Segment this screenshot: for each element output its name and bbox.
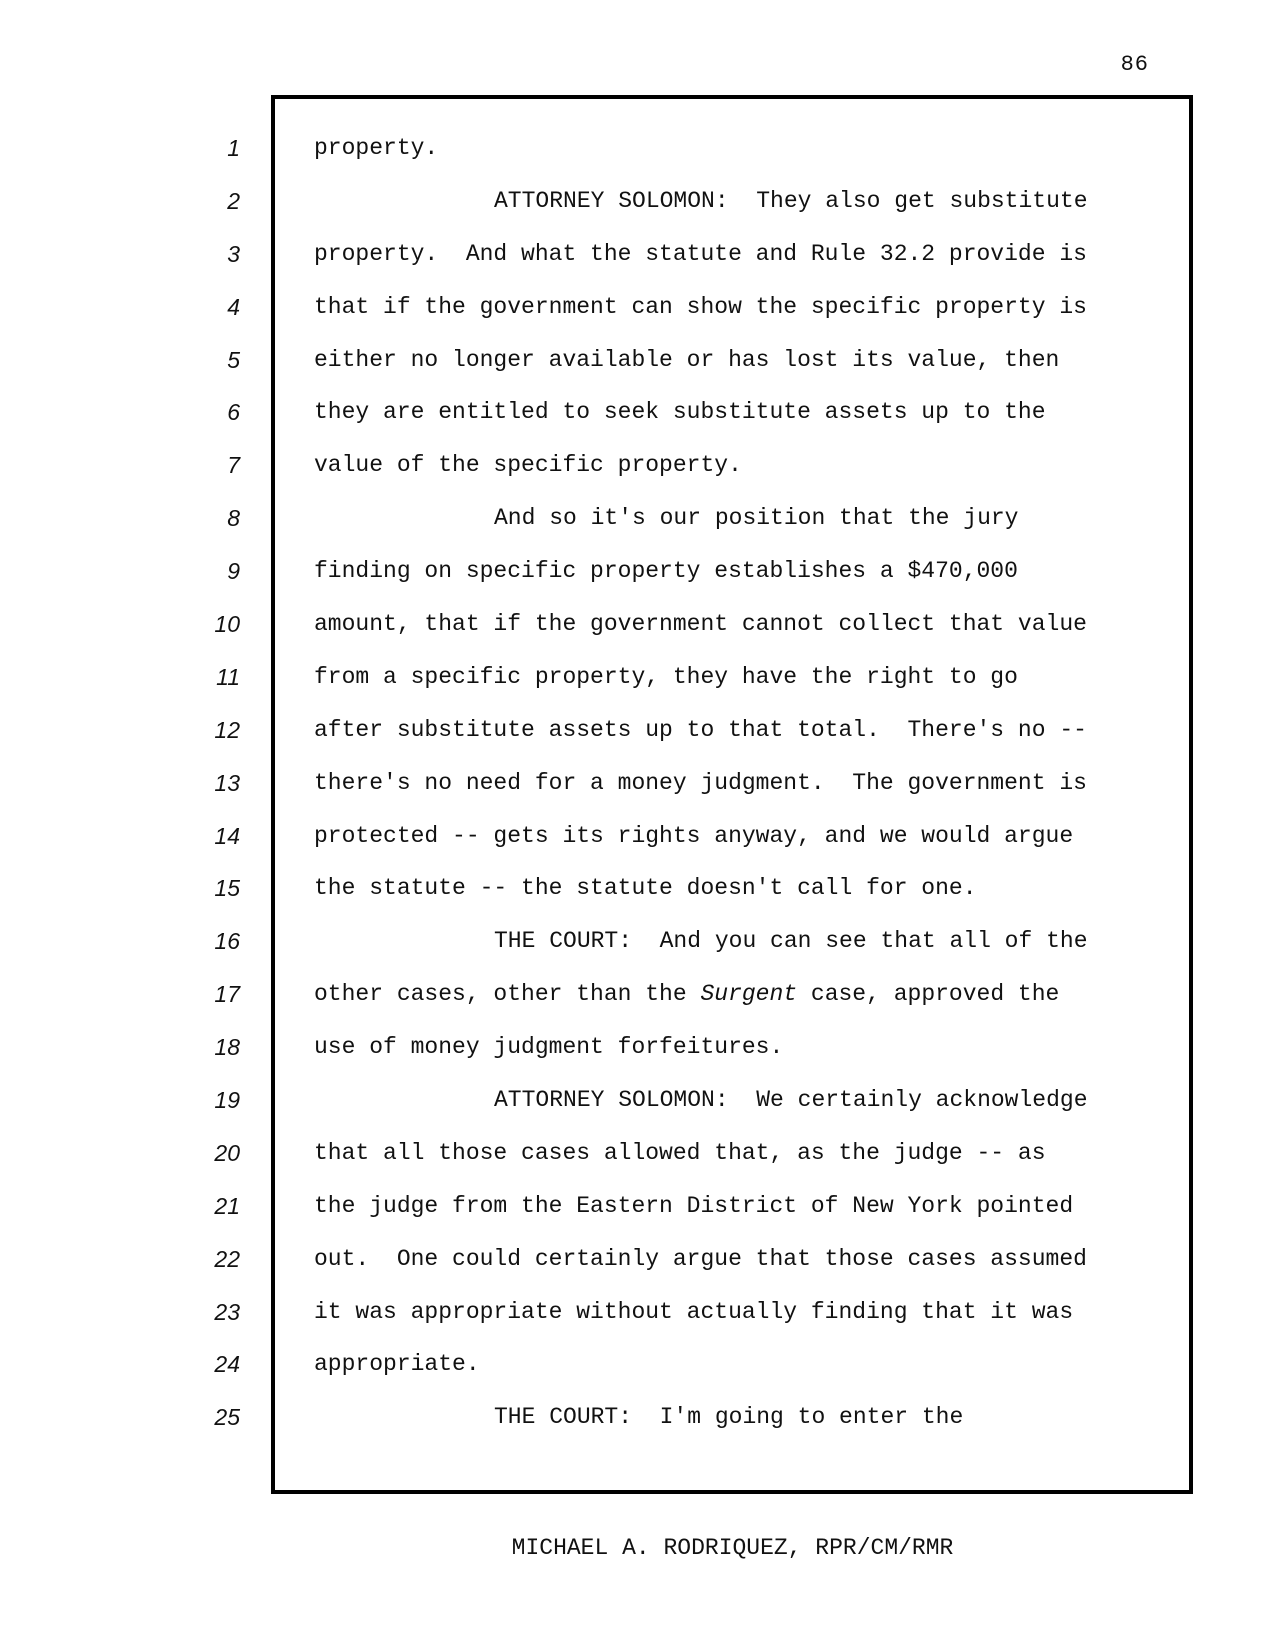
- transcript-line: either no longer available or has lost its value, then: [314, 346, 1060, 373]
- line-number: 20: [214, 1139, 240, 1166]
- line-number: 17: [214, 981, 240, 1008]
- transcript-line: THE COURT: And you can see that all of the: [494, 928, 1088, 955]
- transcript-line: property. And what the statute and Rule 32.2 provide is: [314, 240, 1087, 267]
- line-number: 11: [216, 663, 240, 690]
- case-name: Surgent: [700, 981, 798, 1008]
- line-number: 8: [227, 505, 240, 532]
- line-number: 22: [214, 1245, 240, 1272]
- transcript-line: finding on specific property establishes a $470,000: [314, 558, 1018, 585]
- transcript-line: it was appropriate without actually finding that it was: [314, 1298, 1074, 1325]
- transcript-line: property.: [314, 135, 439, 161]
- line-number: 3: [227, 240, 240, 267]
- transcript-line: ATTORNEY SOLOMON: We certainly acknowledge: [494, 1087, 1088, 1114]
- transcript-line: use of money judgment forfeitures.: [314, 1034, 784, 1061]
- transcript-line: from a specific property, they have the right to go: [314, 663, 1018, 690]
- transcript-line: that all those cases allowed that, as the judge -- as: [314, 1139, 1046, 1166]
- line-number: 15: [214, 875, 240, 902]
- line-number: 18: [214, 1034, 240, 1061]
- transcript-line: protected -- gets its rights anyway, and we would argue: [314, 822, 1074, 849]
- transcript-line: there's no need for a money judgment. The government is: [314, 769, 1087, 796]
- line-number: 4: [227, 293, 240, 320]
- line-number: 24: [214, 1351, 240, 1378]
- transcript-line: ATTORNEY SOLOMON: They also get substitute: [494, 187, 1088, 214]
- transcript-line: that if the government can show the specific property is: [314, 293, 1087, 320]
- transcript-line: appropriate.: [314, 1351, 480, 1378]
- page-number: 86: [1120, 52, 1149, 77]
- transcript-line-text: other cases, other than the: [314, 981, 701, 1008]
- line-number: 1: [227, 135, 240, 161]
- transcript-line: the judge from the Eastern District of New York pointed: [314, 1192, 1074, 1219]
- transcript-line: after substitute assets up to that total. There's no --: [314, 716, 1087, 743]
- line-number: 14: [214, 822, 240, 849]
- line-number: 9: [227, 558, 240, 585]
- line-number: 12: [214, 716, 240, 743]
- line-number: 13: [214, 769, 240, 796]
- transcript-line: value of the specific property.: [314, 452, 742, 479]
- line-number: 6: [227, 399, 240, 426]
- transcript-line: the statute -- the statute doesn't call for one.: [314, 875, 977, 902]
- transcript-line-text: case, approved the: [797, 981, 1060, 1008]
- line-number: 7: [227, 452, 240, 479]
- line-number-column: [190, 128, 240, 1450]
- reporter-footer: MICHAEL A. RODRIQUEZ, RPR/CM/RMR: [511, 1535, 954, 1561]
- transcript-line: THE COURT: I'm going to enter the: [494, 1404, 964, 1431]
- line-number: 19: [214, 1087, 240, 1114]
- transcript-line: they are entitled to seek substitute assets up to the: [314, 399, 1046, 426]
- transcript-line: And so it's our position that the jury: [494, 505, 1019, 532]
- transcript-line: amount, that if the government cannot collect that value: [314, 611, 1087, 638]
- transcript-line: [314, 974, 1174, 1027]
- line-number: 5: [227, 346, 240, 373]
- line-number: 21: [214, 1192, 240, 1219]
- line-number: 2: [227, 187, 240, 214]
- line-number: 16: [214, 928, 240, 955]
- transcript-line: out. One could certainly argue that those cases assumed: [314, 1245, 1087, 1272]
- line-number: 25: [214, 1404, 240, 1431]
- transcript-text: [314, 128, 1174, 1450]
- line-number: 10: [214, 611, 240, 638]
- line-number: 23: [214, 1298, 240, 1325]
